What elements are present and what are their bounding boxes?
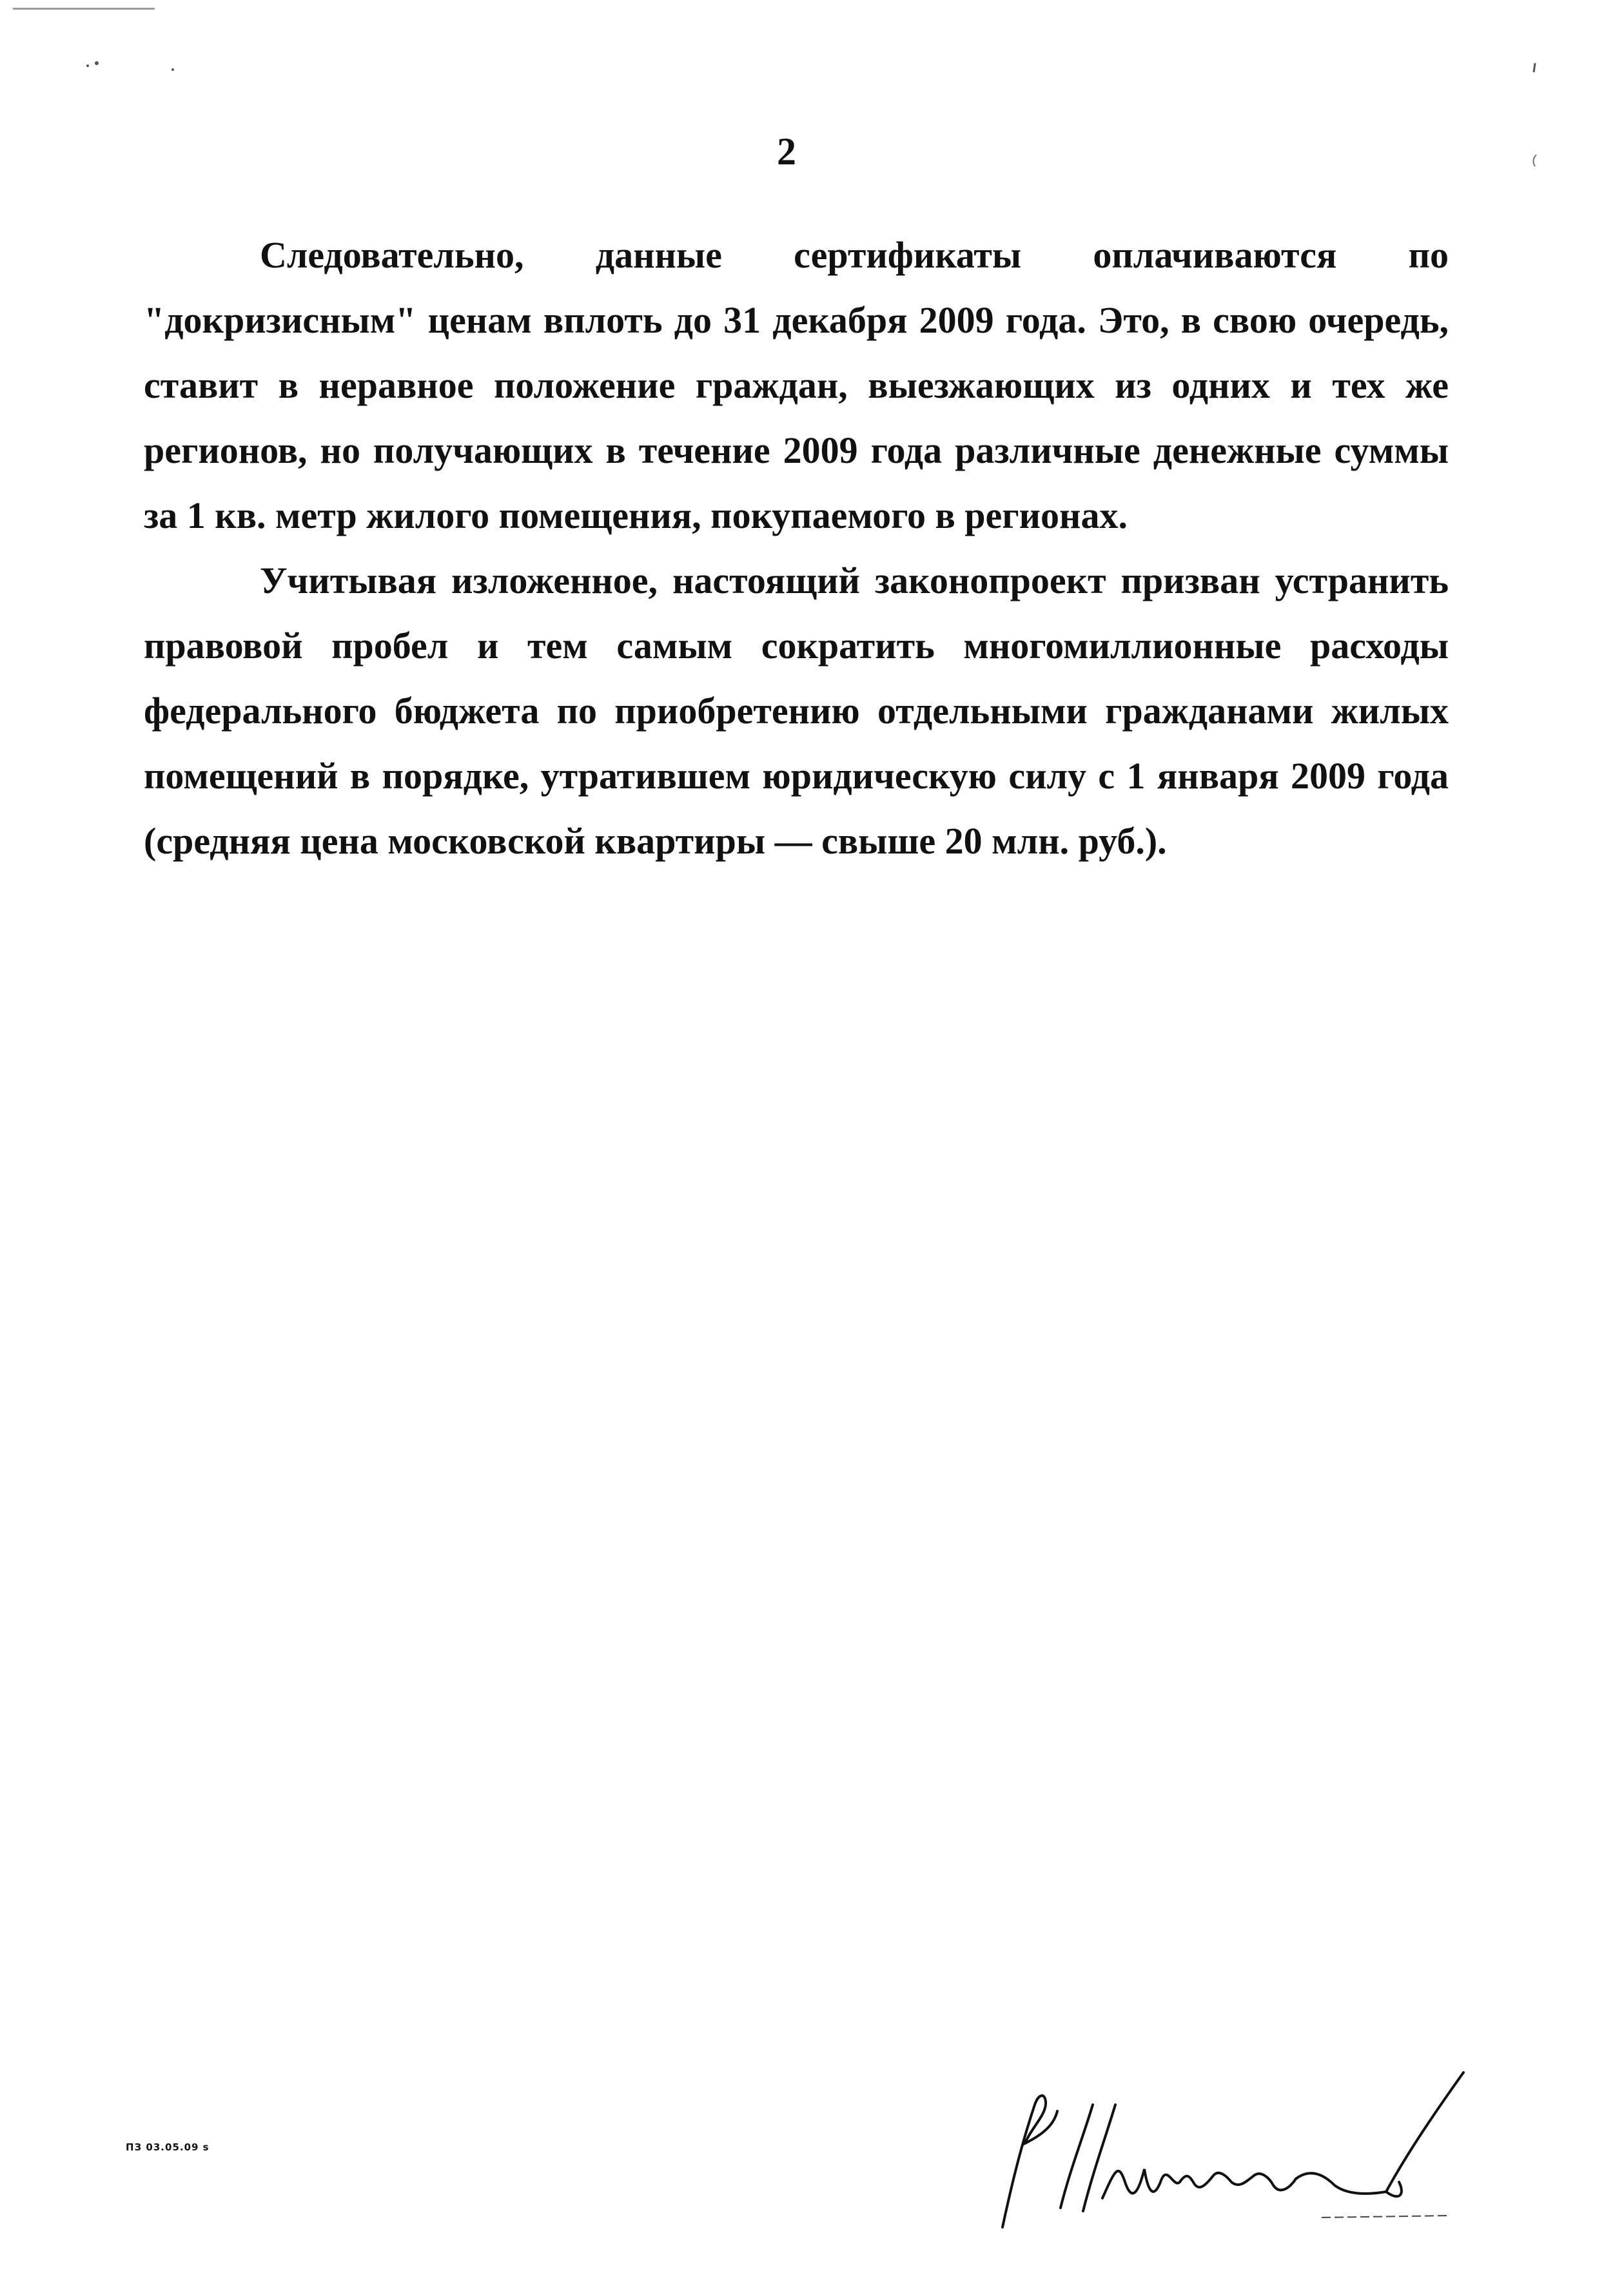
document-body <box>144 222 1449 873</box>
paragraph-2: Учитывая изложенное, настоящий законопроект призван устранить правовой пробел и тем самым сократить многомиллионные расходы федерального бюджета по приобретению отдельными гражданами жилых помещений в порядке, утратившем юридическую силу с 1 января 2009 года (средняя цена московской квартиры — свыше 20 млн. руб.). <box>144 560 1449 862</box>
paragraph-1: Следовательно, данные сертификаты оплачиваются по "докризисным" ценам вплоть до 31 декабря 2009 года. Это, в свою очередь, ставит в неравное положение граждан, выезжающих из одних и тех же регионов, но получающих в течение 2009 года различные денежные суммы за 1 кв. метр жилого помещения, покупаемого в регионах. <box>144 234 1449 536</box>
page-number: 2 <box>777 130 796 173</box>
scan-specks-left <box>84 58 181 77</box>
scan-specks-right <box>1525 58 1544 180</box>
footer-code: ПЗ 03.05.09 s <box>126 2141 210 2153</box>
scan-edge-line <box>13 8 155 10</box>
signature-icon <box>986 2066 1502 2234</box>
